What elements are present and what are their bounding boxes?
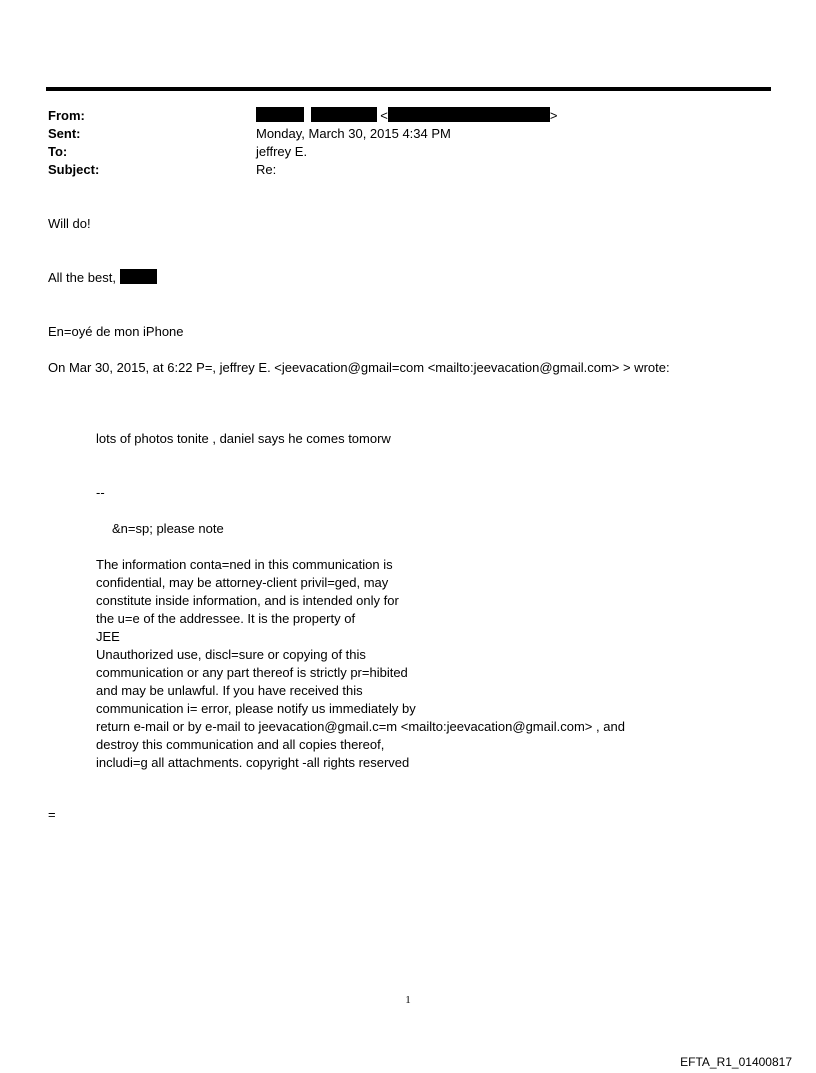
sent-label: Sent:: [48, 126, 81, 141]
from-lt: <: [380, 108, 388, 123]
signature-note: &n=sp; please note: [112, 521, 224, 536]
to-value: jeffrey E.: [256, 144, 308, 159]
from-label: From:: [48, 108, 85, 123]
subject-label: Subject:: [48, 162, 100, 177]
disclaimer-line: destroy this communication and all copies thereof,: [96, 737, 385, 752]
disclaimer-line: communication or any part thereof is strictly pr=hibited: [96, 665, 408, 680]
redaction-box: [311, 107, 377, 122]
body-line-quote-header: On Mar 30, 2015, at 6:22 P=, jeffrey E. <jeevacation@gmail=com <mailto:jeevacation@gmail.com> > wrote:: [48, 360, 670, 375]
body-line-signoff: [48, 269, 157, 287]
trailing-char: =: [48, 807, 56, 822]
redaction-box: [256, 107, 304, 122]
disclaimer-line: confidential, may be attorney-client privil=ged, may: [96, 575, 389, 590]
body-line-will-do: Will do!: [48, 216, 91, 231]
sent-value: Monday, March 30, 2015 4:34 PM: [256, 126, 451, 141]
signature-separator: --: [96, 485, 105, 500]
disclaimer-line: and may be unlawful. If you have received this: [96, 683, 363, 698]
from-gt: >: [549, 108, 558, 123]
from-value: [256, 107, 557, 125]
disclaimer-line: return e-mail or by e-mail to jeevacation@gmail.c=m <mailto:jeevacation@gmail.com> , and: [96, 719, 625, 734]
redaction-box: [120, 269, 157, 284]
disclaimer-block: [96, 556, 625, 772]
redaction-box: [388, 107, 550, 122]
disclaimer-line: the u=e of the addressee. It is the property of: [96, 611, 356, 626]
document-id: EFTA_R1_01400817: [680, 1055, 792, 1069]
subject-value: Re:: [256, 162, 277, 177]
header-rule: [46, 87, 771, 91]
disclaimer-line: communication i= error, please notify us immediately by: [96, 701, 416, 716]
to-label: To:: [48, 144, 68, 159]
quoted-message: lots of photos tonite , daniel says he comes tomorw: [96, 431, 391, 446]
body-line-sent-from: En=oyé de mon iPhone: [48, 324, 184, 339]
disclaimer-line: Unauthorized use, discl=sure or copying of this: [96, 647, 366, 662]
signoff-text: All the best,: [48, 270, 116, 285]
disclaimer-line: includi=g all attachments. copyright -all rights reserved: [96, 755, 410, 770]
disclaimer-line: The information conta=ned in this communication is: [96, 557, 393, 572]
disclaimer-line: JEE: [96, 629, 120, 644]
disclaimer-line: constitute inside information, and is intended only for: [96, 593, 399, 608]
page-number: 1: [405, 994, 411, 1006]
